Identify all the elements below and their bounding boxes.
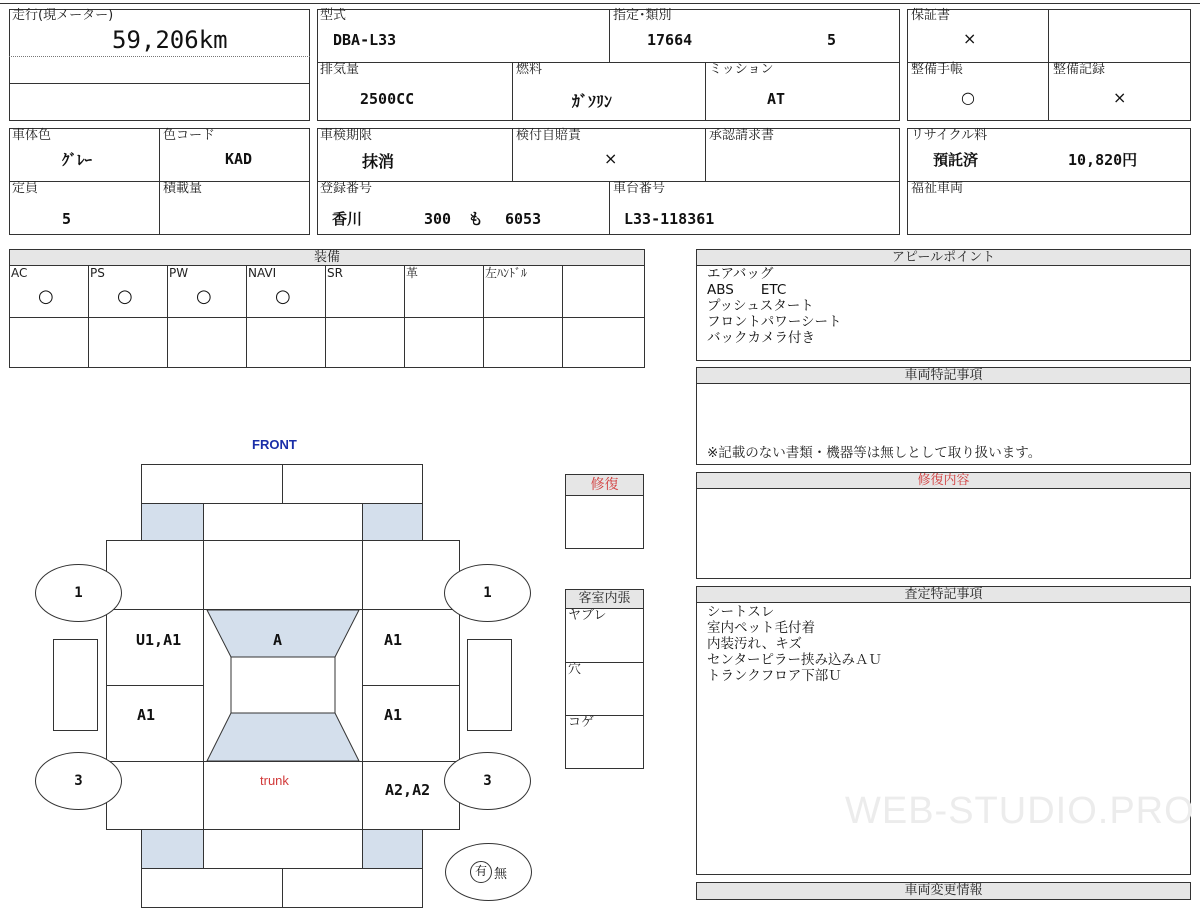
maintenance-record-label: 整備記録 [1053, 62, 1106, 77]
hood [203, 540, 363, 610]
mileage-divider [9, 83, 310, 84]
equipment-value: ○ [275, 286, 291, 307]
trunk-label: trunk [260, 773, 289, 788]
equipment-value: ○ [117, 286, 133, 307]
fuel-col-divider-right [705, 62, 706, 121]
inspection-col-divider-1 [512, 128, 513, 181]
approval-request-label: 承認請求書 [709, 128, 775, 143]
assessment-notes-header: 査定特記事項 [696, 586, 1191, 603]
color-code-value: KAD [225, 150, 253, 168]
left-side-skirt [53, 639, 98, 731]
mileage-dotted-line [9, 56, 310, 57]
registration-class: 300 [424, 210, 452, 228]
watermark: WEB-STUDIO.PRO [845, 790, 1195, 832]
fuel-col-divider-left [512, 62, 513, 121]
front-left-light [141, 503, 204, 541]
rear-right-light [362, 829, 423, 869]
roof-panel [231, 657, 335, 713]
liability-insurance-value: × [604, 149, 618, 168]
fuel-value: ｶﾞｿﾘﾝ [572, 92, 613, 111]
spare-no: 無 [493, 866, 507, 882]
transmission-value: AT [767, 90, 786, 108]
trunk-lid [203, 761, 363, 830]
capacity-value: 5 [62, 210, 72, 228]
appeal-points-text: エアバッグ ABS ETC プッシュスタート フロントパワーシート バックカメラ付き [707, 266, 842, 346]
equipment-value: ○ [196, 286, 212, 307]
repair-box [565, 495, 644, 549]
hood-front [203, 503, 363, 541]
body-color-value: ｸﾞﾚｰ [62, 151, 93, 169]
tire-front-right: 1 [444, 564, 531, 622]
designation-value1: 17664 [647, 31, 693, 49]
front-label: FRONT [252, 437, 297, 452]
recycle-fee-label: リサイクル料 [911, 128, 988, 143]
model-row-divider [317, 62, 900, 63]
equipment-col-divider [562, 265, 563, 368]
cabin-roof [203, 609, 363, 762]
mileage-label: 走行(現メーター) [12, 8, 114, 23]
equipment-col-divider [325, 265, 326, 368]
equipment-label: 革 [406, 266, 419, 280]
repair-details-header: 修復内容 [696, 472, 1191, 489]
model-value: DBA-L33 [333, 31, 397, 49]
transmission-label: ミッション [709, 62, 774, 77]
inspection-col-divider-2 [705, 128, 706, 181]
equipment-label: SR [327, 266, 343, 280]
rear-bumper-left [141, 868, 283, 908]
equipment-col-divider [246, 265, 247, 368]
interior-burn: コゲ [568, 715, 595, 730]
vehicle-change-header: 車両変更情報 [696, 882, 1191, 900]
tire-rear-left: 3 [35, 752, 122, 810]
damage-roof-front: A [273, 631, 283, 649]
spare-yes-circled: 有 [470, 861, 492, 883]
mileage-value: 59,206km [112, 26, 228, 54]
front-bumper-left [141, 464, 283, 504]
equipment-col-divider [88, 265, 89, 368]
rear-panel [203, 829, 363, 869]
warranty-col-divider [1048, 9, 1049, 121]
damage-left-rear-door: A1 [137, 706, 156, 724]
color-code-label: 色コード [163, 128, 216, 143]
model-label: 型式 [320, 8, 347, 23]
fuel-label: 燃料 [516, 62, 543, 77]
displacement-value: 2500CC [360, 90, 415, 108]
front-right-light [362, 503, 423, 541]
load-capacity-label: 積載量 [163, 181, 203, 196]
vehicle-notes-header: 車両特記事項 [696, 367, 1191, 384]
left-rear-fender [106, 761, 204, 830]
maintenance-book-label: 整備手帳 [911, 62, 964, 77]
tire-rear-right: 3 [444, 752, 531, 810]
chassis-number-label: 車台番号 [613, 181, 666, 196]
rear-left-light [141, 829, 204, 869]
interior-header: 客室内張 [565, 589, 644, 609]
equipment-label: 左ﾊﾝﾄﾞﾙ [485, 266, 528, 280]
windshield-rear [207, 713, 359, 761]
registration-col-divider [609, 181, 610, 235]
repair-details-box [696, 488, 1191, 579]
equipment-col-divider [404, 265, 405, 368]
windshield-front [207, 610, 359, 657]
inspection-expiry-value: 抹消 [362, 152, 395, 171]
displacement-label: 排気量 [320, 62, 360, 77]
front-bumper-right [282, 464, 423, 504]
right-side-skirt [467, 639, 512, 731]
equipment-col-divider [167, 265, 168, 368]
model-col-divider [609, 9, 610, 62]
registration-kana: も [468, 210, 484, 228]
chassis-number-value: L33-118361 [624, 210, 715, 228]
interior-box [565, 608, 644, 769]
damage-right-rear-door: A1 [384, 706, 403, 724]
body-color-label: 車体色 [12, 128, 52, 143]
maintenance-record-value: × [1113, 88, 1127, 107]
damage-right-front-door: A1 [384, 631, 403, 649]
recycle-fee-status: 預託済 [933, 151, 979, 169]
damage-right-rear-fender: A2,A2 [385, 781, 431, 799]
assessment-notes-text: シートスレ 室内ペット毛付着 内装汚れ、キズ センターピラー挟み込みＡＵ トランクフロア下部Ｕ [707, 604, 882, 684]
recycle-fee-amount: 10,820円 [1068, 151, 1138, 169]
right-front-door [362, 609, 460, 686]
spare-tire-indicator [445, 843, 532, 901]
equipment-header: 装備 [9, 249, 645, 266]
maintenance-book-value: ○ [961, 88, 975, 107]
equipment-label: PS [90, 266, 105, 280]
tire-front-left: 1 [35, 564, 122, 622]
equipment-label: NAVI [248, 266, 277, 280]
color-col-divider [159, 128, 160, 235]
registration-serial: 6053 [505, 210, 542, 228]
warranty-value: × [963, 29, 977, 48]
equipment-label: PW [169, 266, 189, 280]
capacity-label: 定員 [12, 181, 39, 196]
registration-number-label: 登録番号 [320, 181, 373, 196]
equipment-label: AC [11, 266, 28, 280]
top-border-stub [0, 0, 1200, 4]
designation-label: 指定･類別 [613, 8, 672, 23]
repair-header: 修復 [565, 474, 644, 496]
equipment-col-divider [483, 265, 484, 368]
warranty-label: 保証書 [911, 8, 951, 23]
equipment-row-divider [9, 317, 645, 318]
registration-area: 香川 [332, 210, 363, 228]
vehicle-notes-footer: ※記載のない書類・機器等は無しとして取り扱います。 [707, 445, 1042, 461]
rear-bumper-right [282, 868, 423, 908]
appeal-points-header: アピールポイント [696, 249, 1191, 266]
interior-tear: ヤブレ [568, 608, 607, 623]
welfare-label: 福祉車両 [911, 181, 964, 196]
damage-left-front-door: U1,A1 [136, 631, 182, 649]
liability-insurance-label: 検付自賠責 [516, 128, 582, 143]
right-rear-door [362, 685, 460, 762]
designation-value2: 5 [827, 31, 837, 49]
equipment-value: ○ [38, 286, 54, 307]
inspection-expiry-label: 車検期限 [320, 128, 373, 143]
interior-hole: 穴 [568, 662, 582, 677]
